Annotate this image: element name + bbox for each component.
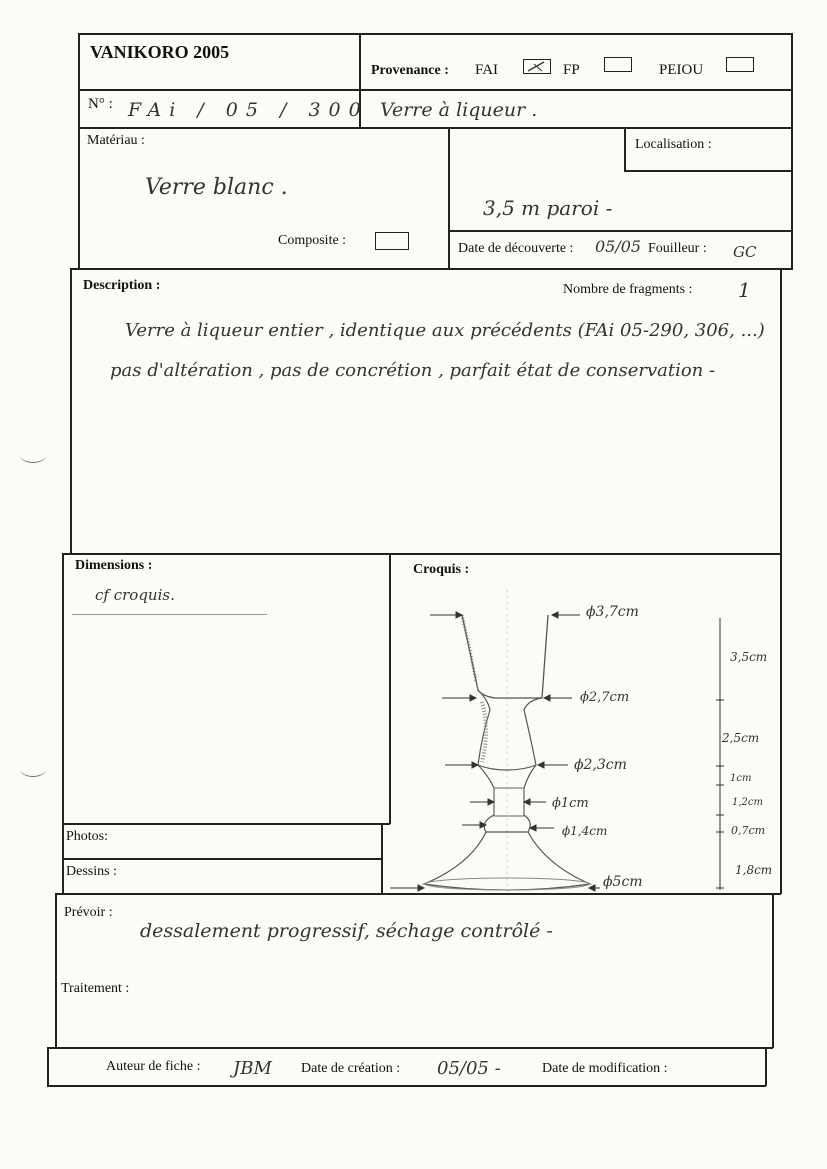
provenance-option-fp-label: FP — [563, 62, 580, 78]
traitement-label: Traitement : — [61, 981, 130, 996]
localisation-value[interactable]: 3,5 m paroi - — [483, 196, 613, 220]
diameter-label-foot: ϕ5cm — [603, 874, 643, 890]
fouilleur-value[interactable]: GC — [733, 243, 757, 261]
description-line-1[interactable]: Verre à liqueur entier , identique aux précédents (FAi 05-290, 306, ...) — [125, 320, 765, 341]
dimensions-underline — [72, 614, 267, 615]
provenance-option-fai-label: FAI — [475, 62, 499, 78]
diameter-label-bowl-base: ϕ2,7cm — [580, 690, 630, 705]
height-label-knop-2: 0,7cm — [731, 824, 766, 837]
height-label-foot: 1,8cm — [735, 863, 773, 877]
date-modification-label: Date de modification : — [542, 1061, 668, 1076]
height-label-stem: 1,2cm — [732, 797, 763, 808]
form-title: VANIKORO 2005 — [90, 42, 230, 62]
object-name[interactable]: Verre à liqueur . — [380, 99, 538, 121]
diameter-label-rim: ϕ3,7cm — [586, 604, 639, 620]
height-label-knop-1: 2,5cm — [722, 731, 760, 745]
dimensions-value[interactable]: cf croquis. — [95, 586, 175, 604]
dessins-label: Dessins : — [66, 864, 117, 879]
diameter-label-knop-1: ϕ2,3cm — [574, 757, 627, 773]
punch-hole-bottom — [20, 762, 46, 777]
description-line-2[interactable]: pas d'altération , pas de concrétion , parfait état de conservation - — [110, 360, 716, 381]
checkmark-icon — [524, 60, 550, 73]
auteur-value[interactable]: JBM — [233, 1058, 272, 1079]
date-decouverte-value[interactable]: 05/05 — [595, 237, 642, 256]
croquis-label: Croquis : — [413, 562, 470, 577]
provenance-option-peiou-label: PEIOU — [659, 62, 704, 78]
fragments-value[interactable]: 1 — [738, 278, 751, 302]
materiau-value[interactable]: Verre blanc . — [145, 175, 288, 200]
punch-hole-top — [20, 448, 46, 463]
prevoir-label: Prévoir : — [64, 905, 113, 920]
date-creation-value[interactable]: 05/05 - — [437, 1058, 501, 1079]
photos-label: Photos: — [66, 829, 109, 844]
localisation-label: Localisation : — [635, 137, 712, 152]
diameter-label-stem: ϕ1cm — [552, 796, 589, 811]
provenance-checkbox-fai[interactable] — [523, 59, 551, 74]
composite-label: Composite : — [278, 233, 347, 248]
height-label-bowl: 3,5cm — [730, 650, 768, 664]
number-value[interactable]: FAi / 05 / 300 — [128, 99, 369, 121]
prevoir-value[interactable]: dessalement progressif, séchage contrôlé - — [140, 920, 553, 942]
date-decouverte-label: Date de découverte : — [458, 241, 574, 256]
number-label: N° : — [88, 96, 113, 112]
provenance-checkbox-peiou[interactable] — [726, 57, 754, 72]
height-label-neck: 1cm — [730, 773, 752, 784]
date-creation-label: Date de création : — [301, 1061, 401, 1076]
description-label: Description : — [83, 278, 161, 293]
materiau-label: Matériau : — [87, 133, 145, 148]
composite-checkbox[interactable] — [375, 232, 409, 250]
fouilleur-label: Fouilleur : — [648, 241, 707, 256]
dimensions-label: Dimensions : — [75, 558, 153, 573]
provenance-label: Provenance : — [371, 63, 449, 78]
diameter-label-knop-2: ϕ1,4cm — [562, 824, 608, 838]
fragments-label: Nombre de fragments : — [563, 282, 693, 297]
auteur-label: Auteur de fiche : — [106, 1059, 201, 1074]
provenance-checkbox-fp[interactable] — [604, 57, 632, 72]
